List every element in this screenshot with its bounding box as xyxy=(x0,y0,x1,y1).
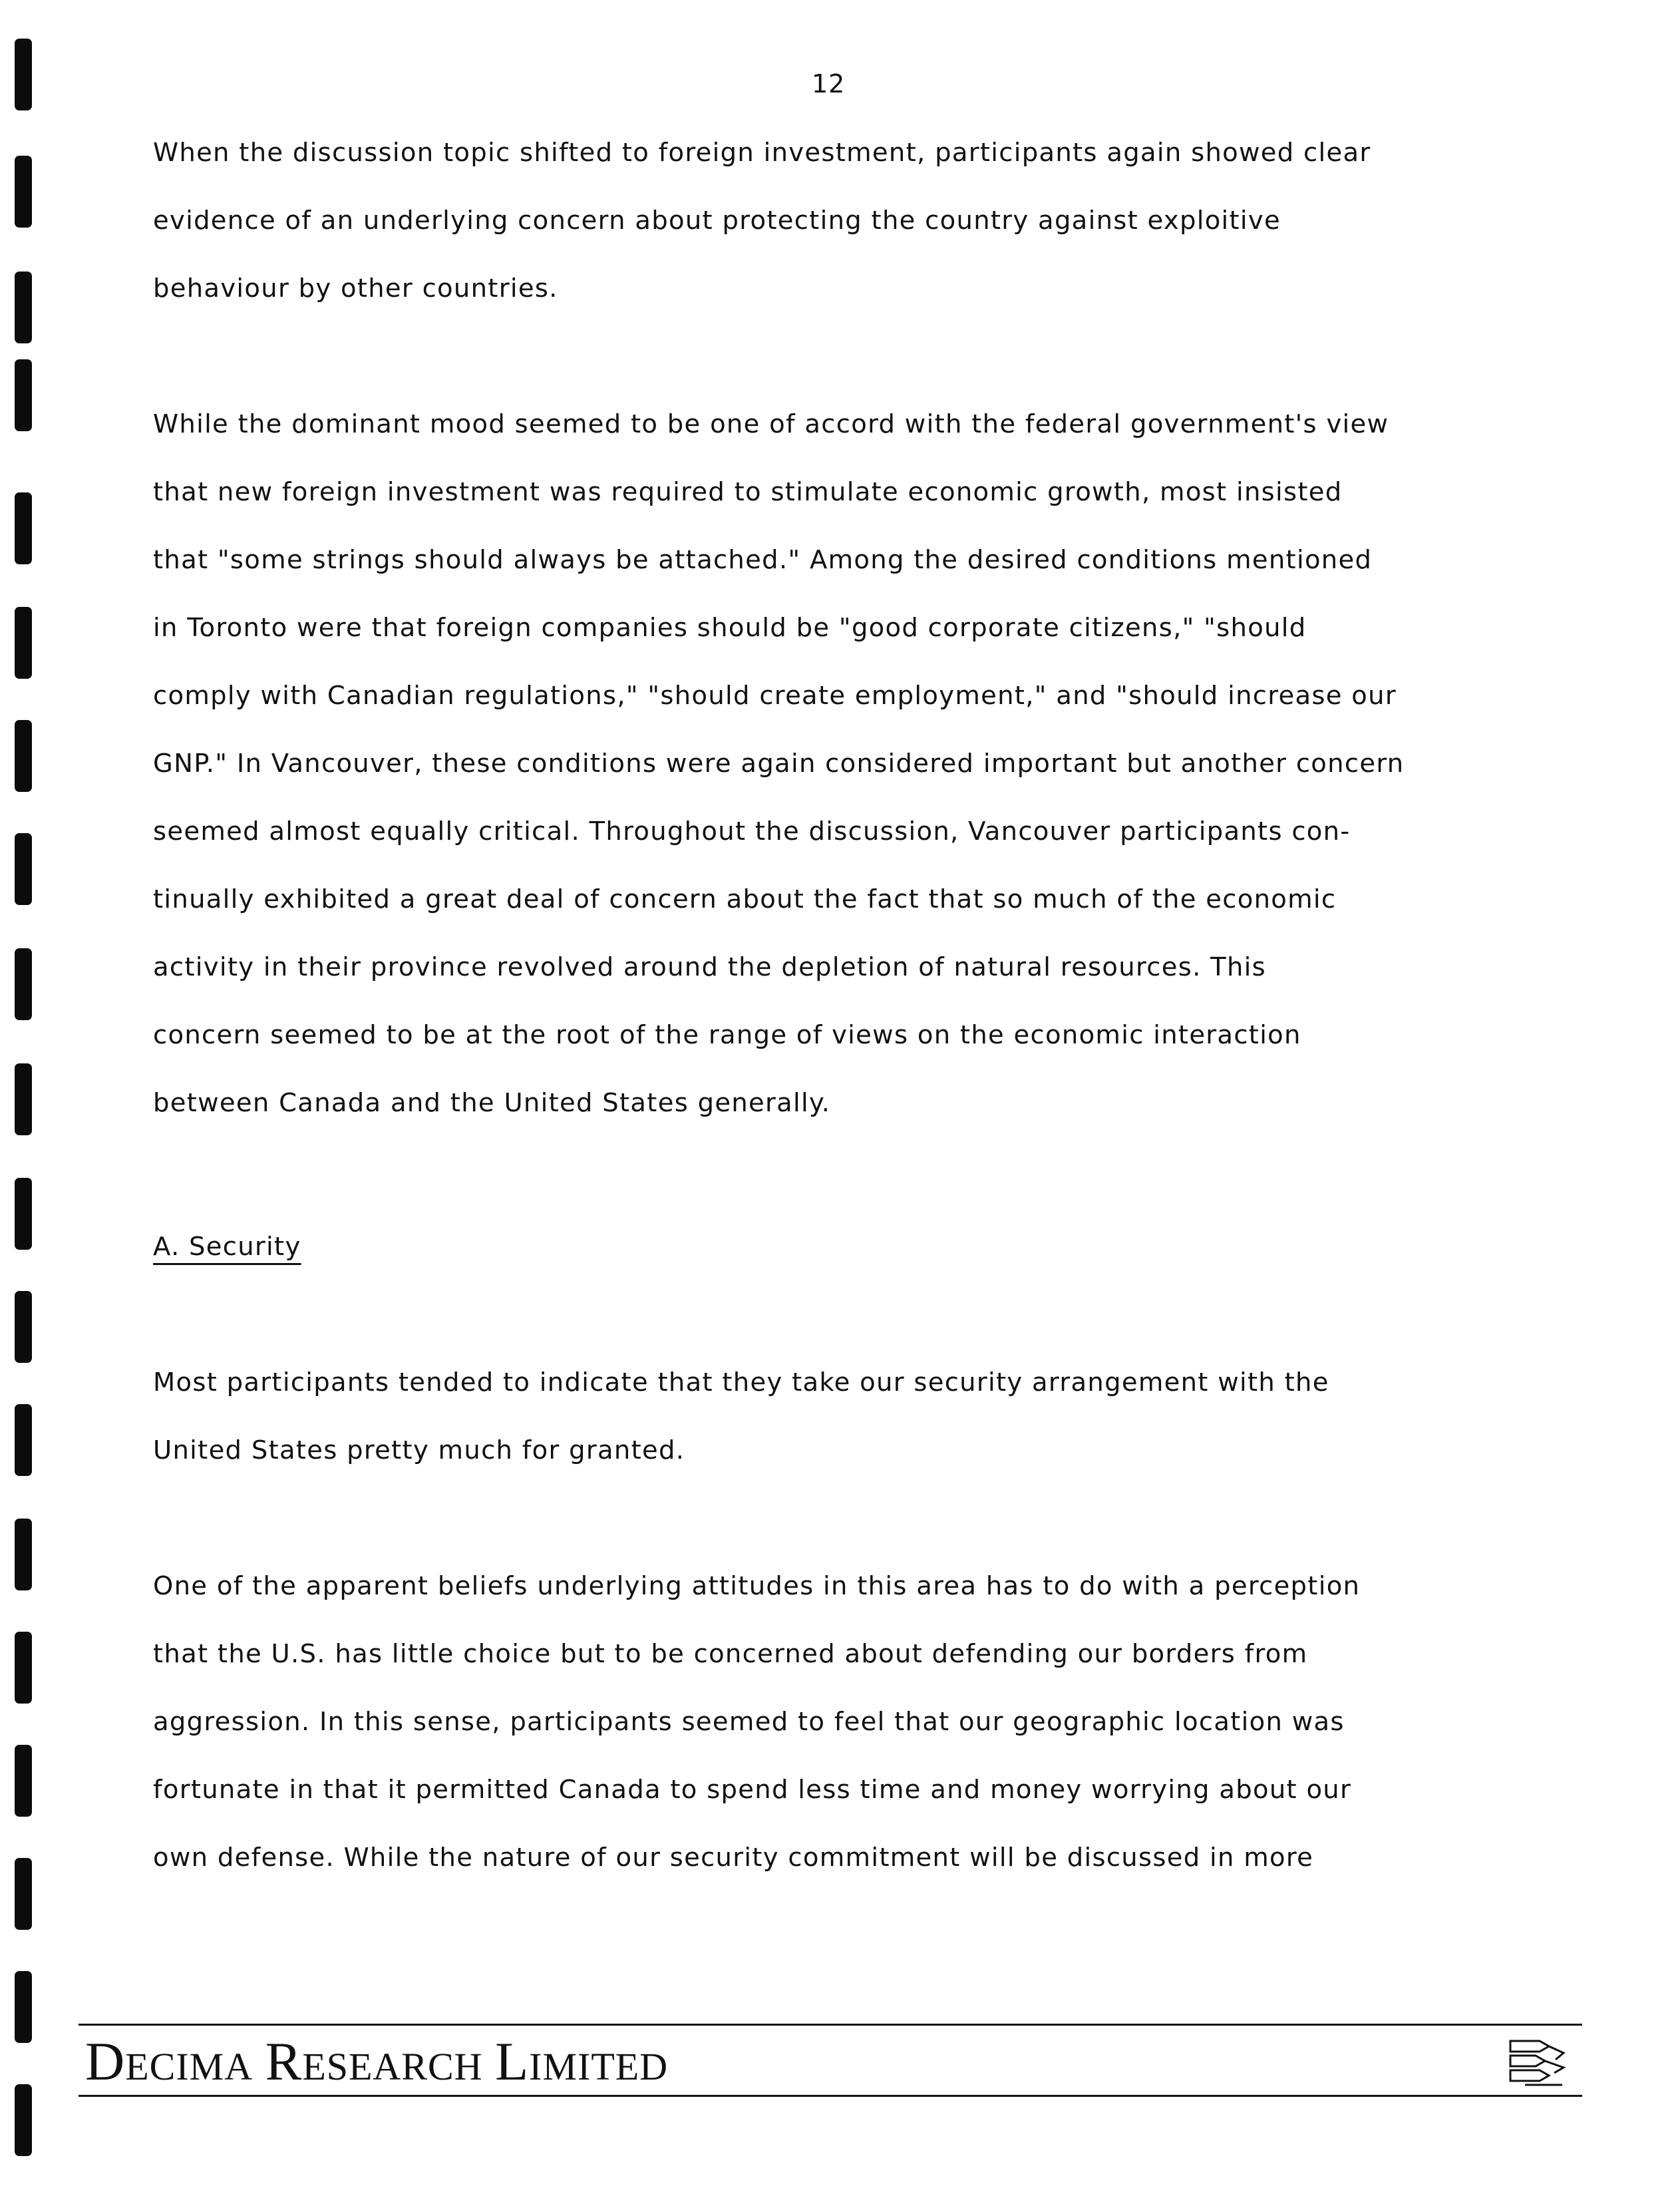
binder-hole xyxy=(15,39,32,110)
binder-hole xyxy=(15,1971,32,2043)
paragraph-foreign-investment-intro: When the discussion topic shifted to foreign investment, participants again showed clear evidence of an underlying concern about protecting the country against exploitive behaviour by other countries. xyxy=(153,138,1371,303)
binder-hole xyxy=(15,1632,32,1704)
page-number: 12 xyxy=(812,69,846,98)
paragraph-security-granted: Most participants tended to indicate that they take our security arrangement with the United States pretty much for granted. xyxy=(153,1368,1329,1465)
binder-hole xyxy=(15,1745,32,1817)
decima-logo-icon xyxy=(1505,2033,1572,2093)
paragraph-security-beliefs: One of the apparent beliefs underlying attitudes in this area has to do with a perception that the U.S. has little choice but to be concerned about defending our borders from aggression. In this sense, participants seemed to feel that our geographic location was fortunate in that it permitted Canada to spend less time and money worrying about our own defense. While the nature of our security commitment will be discussed in more xyxy=(153,1571,1361,1873)
binder-hole xyxy=(15,272,32,343)
binder-hole xyxy=(15,833,32,905)
footer-top-rule xyxy=(79,2024,1582,2026)
binder-hole xyxy=(15,1063,32,1135)
binder-hole xyxy=(15,720,32,792)
section-heading xyxy=(153,1213,301,1281)
footer-bottom-rule xyxy=(79,2095,1582,2097)
binder-hole xyxy=(15,948,32,1020)
binder-hole xyxy=(15,1404,32,1476)
binder-hole xyxy=(15,1178,32,1250)
binder-hole xyxy=(15,1519,32,1590)
binder-holes xyxy=(0,0,40,2196)
binder-hole xyxy=(15,2084,32,2156)
footer-organization: DECIMA RESEARCH LIMITED xyxy=(85,2031,669,2092)
binder-hole xyxy=(15,607,32,679)
binder-hole xyxy=(15,1291,32,1363)
paragraph-investment-conditions: While the dominant mood seemed to be one of accord with the federal government's view that new foreign investment was required to stimulate economic growth, most insisted that "some strings should always be attached." Among the desired conditions mentioned in Toronto were that foreign companies should be "good corporate citizens," "should comply with Canadian regulations," "should create employment," and "should increase our GNP." In Vancouver, these conditions were again considered important but another concern seemed almost equally critical. Throughout the discussion, Vancouver participants con- tinually exhibited a great deal of concern about the fact that so much of the economic activity in their province revolved around the depletion of natural resources. This concern seemed to be at the root of the range of views on the economic interaction between Canada and the United States generally. xyxy=(153,409,1405,1118)
binder-hole xyxy=(15,156,32,228)
binder-hole xyxy=(15,492,32,564)
section-heading-text: A. Security xyxy=(153,1232,301,1262)
binder-hole xyxy=(15,359,32,431)
binder-hole xyxy=(15,1858,32,1930)
